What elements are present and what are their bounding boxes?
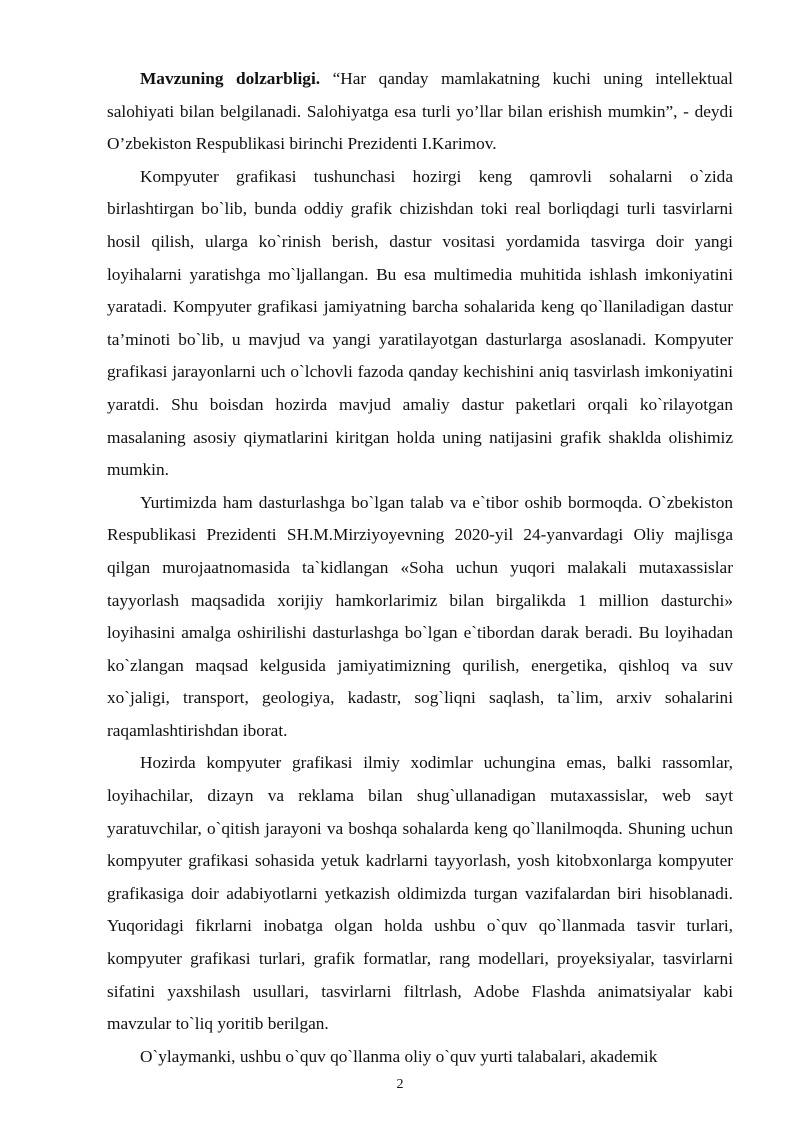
page-number: 2: [396, 1077, 404, 1092]
document-body: [107, 63, 733, 1073]
paragraph-current-usage: Hozirda kompyuter grafikasi ilmiy xodimlar uchungina emas, balki rassomlar, loyihachilar, dizayn va reklama bilan shug`ullanadigan mutaxassislar, web sayt yaratuvchilar, o`qitish jarayoni va boshqa sohalarda keng qo`llanilmoqda. Shuning uchun kompyuter grafikasi sohasida yetuk kadrlarni tayyorlash, yosh kitobxonlarga kompyuter grafikasiga doir adabiyotlarni yetkazish oldimizda turgan vazifalardan biri hisoblanadi. Yuqoridagi fikrlarni inobatga olgan holda ushbu o`quv qo`llanmada tasvir turlari, kompyuter grafikasi turlari, grafik formatlar, rang modellari, proyeksiyalar, tasvirlarni sifatini yaxshilash usullari, tasvirlarni filtrlash, Adobe Flashda animatsiyalar kabi mavzular to`liq yoritib berilgan.: [107, 753, 733, 1034]
paragraph-computer-graphics: Kompyuter grafikasi tushunchasi hozirgi keng qamrovli sohalarni o`zida birlashtirgan bo`lib, bunda oddiy grafik chizishdan toki real borliqdagi turli tasvirlarni hosil qilish, ularga ko`rinish berish, dastur vositasi yordamida tasvirga doir yangi loyihalarni yaratishga mo`ljallangan. Bu esa multimedia muhitida ishlash imkoniyatini yaratadi. Kompyuter grafikasi jamiyatning barcha sohalarida keng qo`llaniladigan dastur ta’minoti bo`lib, u mavjud va yangi yaratilayotgan dasturlarga asoslanadi. Kompyuter grafikasi jarayonlarni uch o`lchovli fazoda qanday kechishini aniq tasvirlash imkoniyatini yaratdi. Shu boisdan hozirda mavjud amaliy dastur paketlari orqali ko`rilayotgan masalaning asosiy qiymatlarini kiritgan holda uning natijasini grafik shaklda olishimiz mumkin.: [107, 166, 733, 480]
paragraph-lead-heading: Mavzuning dolzarbligi.: [140, 69, 321, 88]
paragraph-closing: O`ylaymanki, ushbu o`quv qo`llanma oliy o`quv yurti talabalari, akademik: [140, 1046, 658, 1066]
paragraph-relevance: [107, 63, 733, 161]
paragraph-programming-demand: Yurtimizda ham dasturlashga bo`lgan talab va e`tibor oshib bormoqda. O`zbekiston Respublikasi Prezidenti SH.M.Mirziyoyevning 2020-yil 24-yanvardagi Oliy majlisga qilgan murojaatnomasida ta`kidlangan «Soha uchun yuqori malakali mutaxassislar tayyorlash maqsadida xorijiy hamkorlarimiz bilan birgalikda 1 million dasturchi» loyihasini amalga oshirilishi dasturlashga bo`lgan e`tibordan darak beradi. Bu loyihadan ko`zlangan maqsad kelgusida jamiyatimizning qurilish, energetika, qishloq va suv xo`jaligi, transport, geologiya, kadastr, sog`liqni saqlash, ta`lim, arxiv sohalarini raqamlashtirishdan iborat.: [107, 492, 733, 740]
paragraph-text: “Har qanday mamlakatning kuchi uning intellektual salohiyati bilan belgilanadi. Salohiyatga esa turli yo’llar bilan erishish mumkin”, - deydi O’zbekiston Respublikasi birinchi Prezidenti I.Karimov.: [107, 69, 733, 154]
